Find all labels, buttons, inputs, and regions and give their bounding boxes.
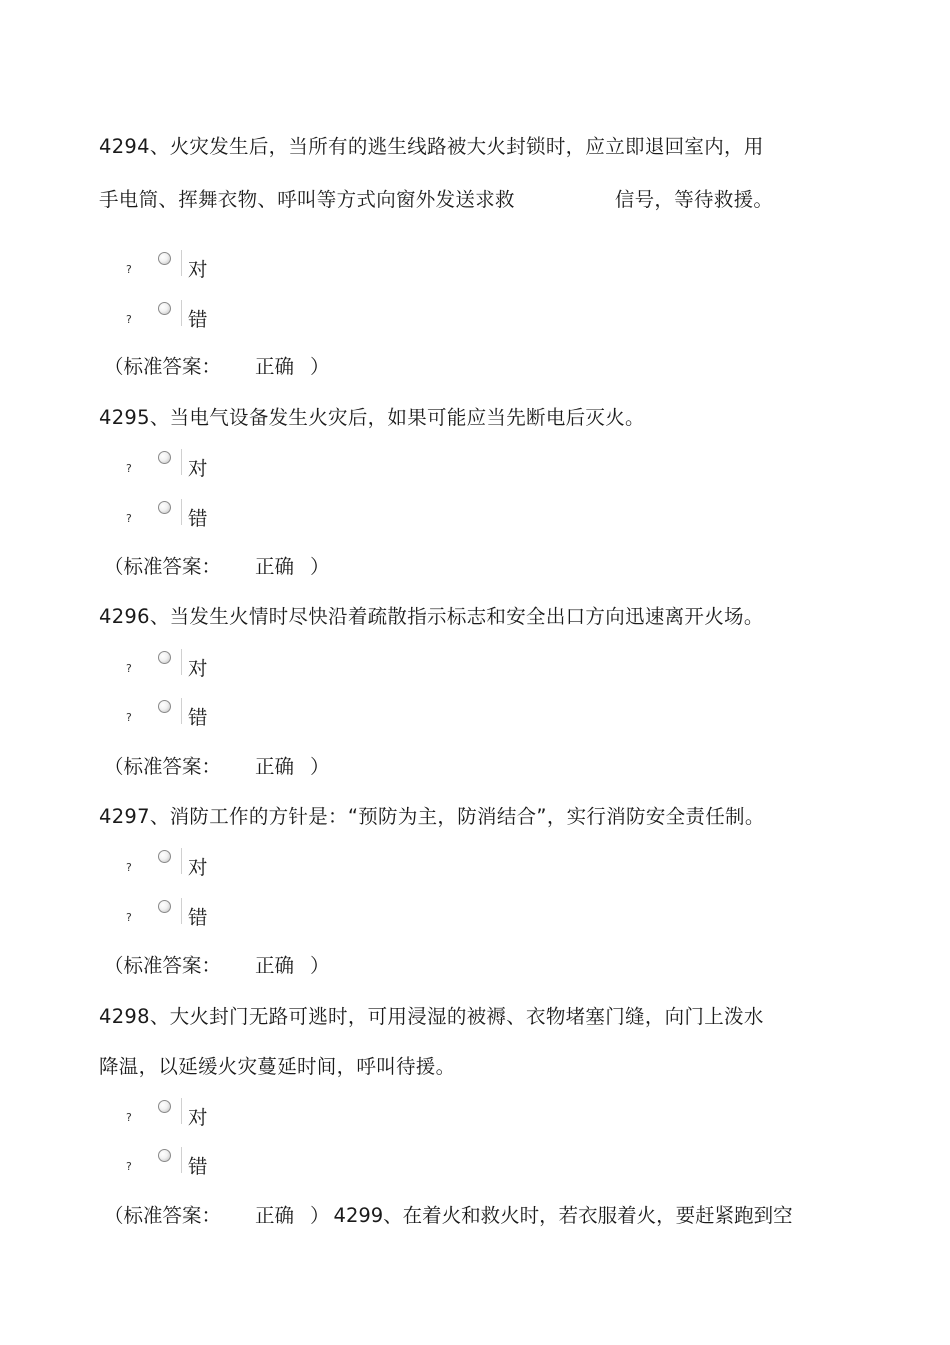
radio-icon[interactable] xyxy=(158,302,171,315)
divider xyxy=(181,499,182,525)
radio-icon[interactable] xyxy=(158,1100,171,1113)
question-4299-line-1: 4299、在着火和救火时，若衣服着火，要赶紧跑到空 xyxy=(333,1204,793,1227)
bullet-marker: ? xyxy=(126,512,132,525)
answer-open: （标准答案： xyxy=(104,555,222,578)
answer-value: 正确 xyxy=(255,954,295,977)
answer-close: ） xyxy=(310,555,330,578)
answer-close: ） xyxy=(310,755,330,778)
answer-value: 正确 xyxy=(255,355,295,378)
question-4294-line-2 xyxy=(99,184,773,212)
question-4294-line-1: 4294、火灾发生后，当所有的逃生线路被大火封锁时，应立即退回室内，用 xyxy=(99,135,764,158)
answer-close: ） xyxy=(310,1204,330,1227)
answer-4297 xyxy=(104,950,330,978)
divider xyxy=(181,1147,182,1173)
bullet-marker: ? xyxy=(126,1160,132,1173)
divider xyxy=(181,848,182,874)
answer-4294 xyxy=(104,351,330,379)
option-label: 错 xyxy=(188,906,208,929)
answer-4296 xyxy=(104,751,330,779)
radio-icon[interactable] xyxy=(158,900,171,913)
option-label: 对 xyxy=(188,457,208,480)
bullet-marker: ? xyxy=(126,662,132,675)
radio-icon[interactable] xyxy=(158,252,171,265)
divider xyxy=(181,649,182,675)
option-label: 对 xyxy=(188,1106,208,1129)
option-label: 对 xyxy=(188,657,208,680)
option-label: 错 xyxy=(188,308,208,331)
radio-icon[interactable] xyxy=(158,850,171,863)
answer-value: 正确 xyxy=(255,755,295,778)
divider xyxy=(181,698,182,724)
question-4298-line-1: 4298、大火封门无路可逃时，可用浸湿的被褥、衣物堵塞门缝，向门上泼水 xyxy=(99,1005,764,1028)
divider xyxy=(181,250,182,276)
bullet-marker: ? xyxy=(126,313,132,326)
answer-close: ） xyxy=(310,954,330,977)
question-4294-line-2-part-2: 信号，等待救援。 xyxy=(614,188,774,211)
bullet-marker: ? xyxy=(126,711,132,724)
divider xyxy=(181,300,182,326)
answer-4298 xyxy=(104,1200,793,1228)
divider xyxy=(181,449,182,475)
radio-icon[interactable] xyxy=(158,451,171,464)
bullet-marker: ? xyxy=(126,1111,132,1124)
bullet-marker: ? xyxy=(126,462,132,475)
answer-open: （标准答案： xyxy=(104,954,222,977)
bullet-marker: ? xyxy=(126,861,132,874)
divider xyxy=(181,898,182,924)
answer-4295 xyxy=(104,551,330,579)
question-4298-line-2: 降温，以延缓火灾蔓延时间，呼叫待援。 xyxy=(99,1055,456,1078)
answer-open: （标准答案： xyxy=(104,755,222,778)
question-4295-line-1: 4295、当电气设备发生火灾后，如果可能应当先断电后灭火。 xyxy=(99,406,645,429)
answer-value: 正确 xyxy=(255,1204,295,1227)
answer-open: （标准答案： xyxy=(104,1204,222,1227)
question-4296-line-1: 4296、当发生火情时尽快沿着疏散指示标志和安全出口方向迅速离开火场。 xyxy=(99,605,764,628)
option-label: 对 xyxy=(188,856,208,879)
bullet-marker: ? xyxy=(126,263,132,276)
question-4294-line-2-part-1: 手电筒、挥舞衣物、呼叫等方式向窗外发送求救 xyxy=(99,188,515,211)
radio-icon[interactable] xyxy=(158,700,171,713)
divider xyxy=(181,1098,182,1124)
option-label: 错 xyxy=(188,706,208,729)
radio-icon[interactable] xyxy=(158,1149,171,1162)
answer-open: （标准答案： xyxy=(104,355,222,378)
radio-icon[interactable] xyxy=(158,651,171,664)
answer-value: 正确 xyxy=(255,555,295,578)
answer-close: ） xyxy=(310,355,330,378)
option-label: 错 xyxy=(188,1155,208,1178)
radio-icon[interactable] xyxy=(158,501,171,514)
option-label: 错 xyxy=(188,507,208,530)
bullet-marker: ? xyxy=(126,911,132,924)
option-label: 对 xyxy=(188,258,208,281)
question-4297-line-1: 4297、消防工作的方针是：“预防为主，防消结合”，实行消防安全责任制。 xyxy=(99,805,765,828)
